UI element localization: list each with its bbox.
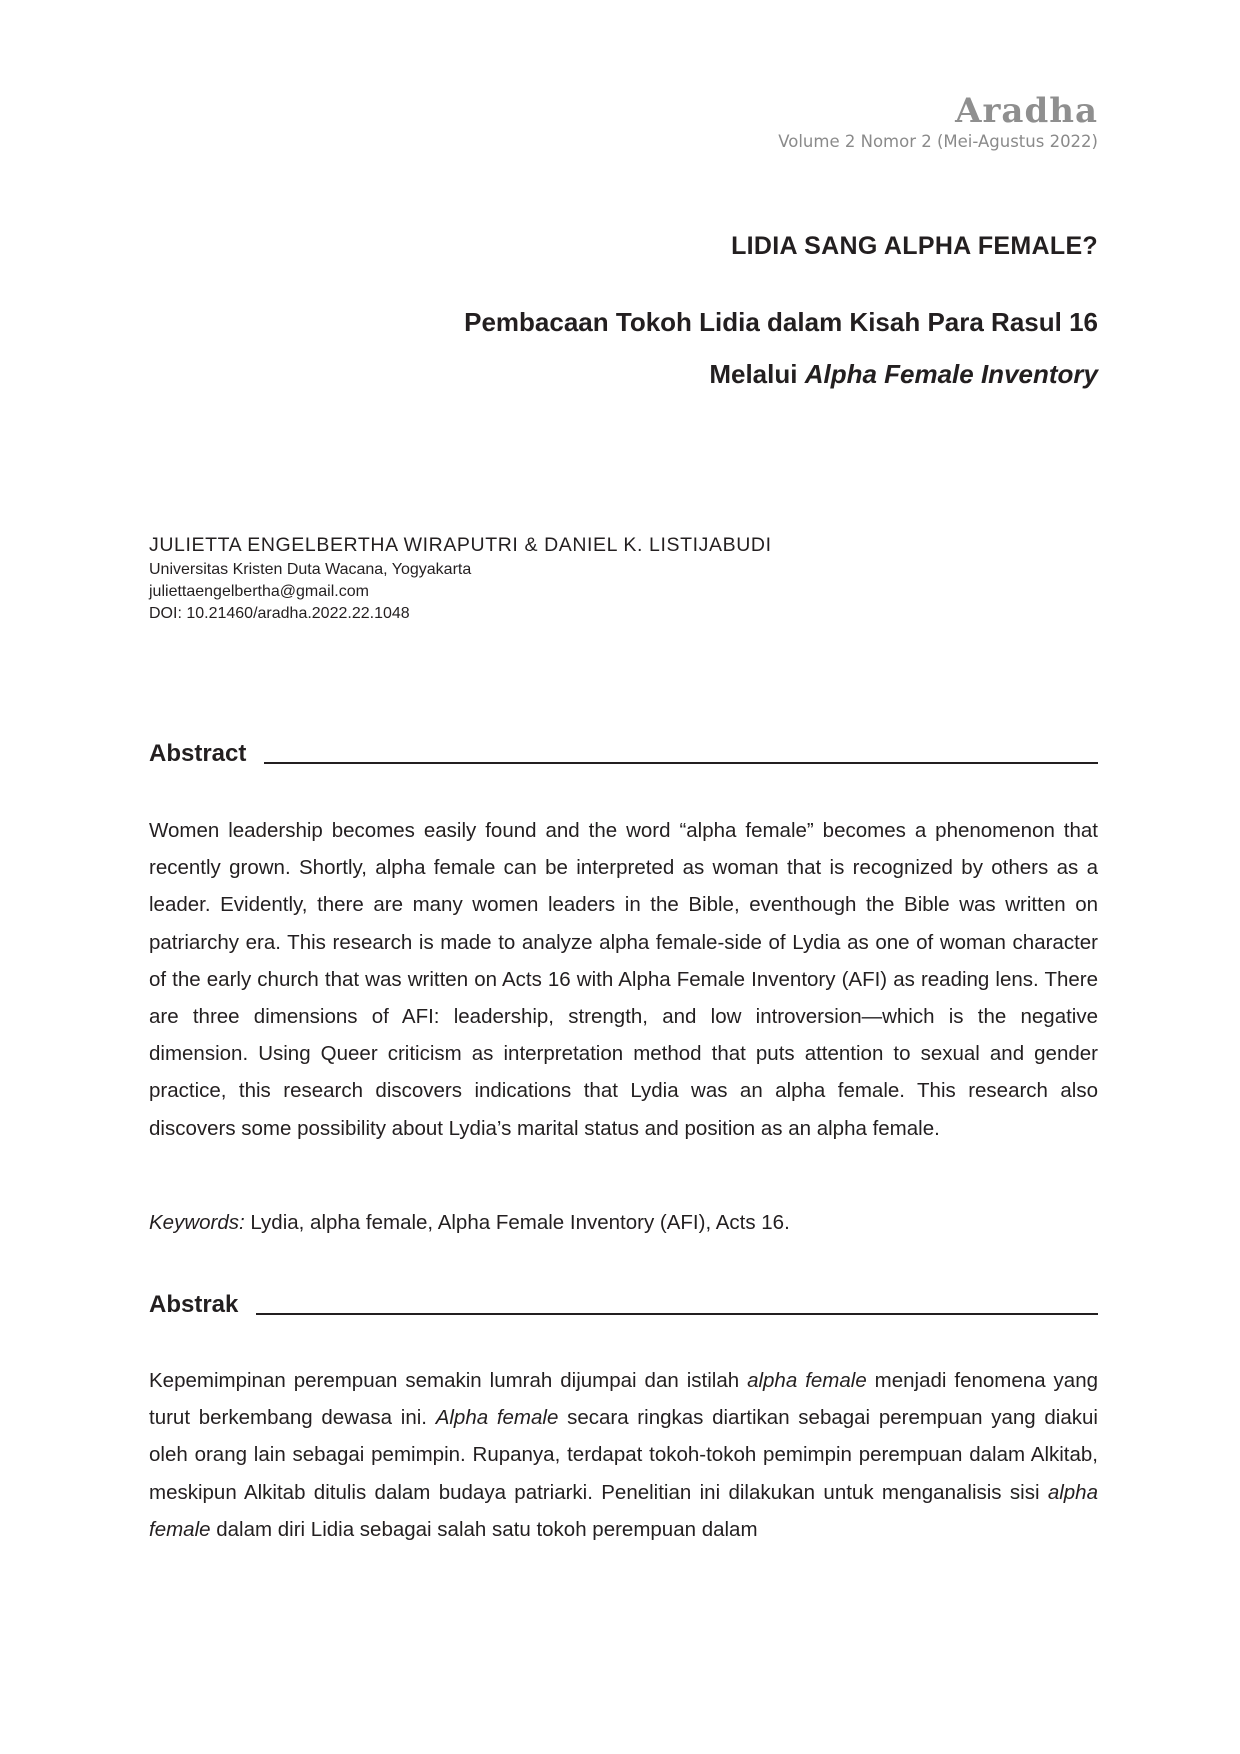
keywords-line: [149, 1204, 1098, 1241]
abstract-heading: [149, 740, 1098, 768]
abstrak-text-segment: menjadi fenomena yang turut berkembang dewasa ini.: [149, 1369, 1098, 1430]
author-names: JULIETTA ENGELBERTHA WIRAPUTRI & DANIEL K. LISTIJABUDI: [149, 534, 772, 556]
abstrak-paragraph: [149, 1362, 1098, 1548]
subtitle-line-2: [464, 348, 1098, 400]
abstrak-heading-label: Abstrak: [149, 1291, 239, 1318]
journal-header: [778, 92, 1098, 153]
abstrak-text-segment: Kepemimpinan perempuan semakin lumrah dijumpai dan istilah: [149, 1369, 748, 1392]
abstrak-text-segment: secara ringkas diartikan sebagai perempuan yang diakui oleh orang lain sebagai pemimpin. Rupanya, terdapat tokoh-tokoh pemimpin perempuan dalam Alkitab, meskipun Alkitab ditulis dalam budaya patriarki. Penelitian ini dilakukan untuk menganalisis sisi: [149, 1406, 1098, 1504]
article-title: LIDIA SANG ALPHA FEMALE?: [731, 232, 1098, 260]
journal-volume: Volume 2 Nomor 2 (Mei-Agustus 2022): [778, 132, 1098, 151]
subtitle-italic: Alpha Female Inventory: [804, 359, 1098, 389]
abstract-paragraph: Women leadership becomes easily found and the word “alpha female” becomes a phenomenon that recently grown. Shortly, alpha female can be interpreted as woman that is recognized by others as a leader. Evidently, there are many women leaders in the Bible, eventhough the Bible was written on patriarchy era. This research is made to analyze alpha female-side of Lydia as one of woman character of the early church that was written on Acts 16 with Alpha Female Inventory (AFI) as reading lens. There are three dimensions of AFI: leadership, strength, and low introversion—which is the negative dimension. Using Queer criticism as interpretation method that puts attention to sexual and gender practice, this research discovers indications that Lydia was an alpha female. This research also discovers some possibility about Lydia’s marital status and position as an alpha female.: [149, 819, 1098, 1140]
abstrak-heading-rule: [256, 1313, 1098, 1315]
subtitle-line-1: Pembacaan Tokoh Lidia dalam Kisah Para Rasul 16: [464, 307, 1098, 337]
abstrak-term: Alpha female: [435, 1406, 559, 1430]
abstrak-term: alpha female: [747, 1369, 867, 1392]
journal-logo: Aradha: [955, 91, 1098, 131]
keywords-label: Keywords:: [149, 1211, 245, 1234]
subtitle-prefix: Melalui: [709, 359, 805, 389]
article-subtitle: [464, 296, 1098, 400]
author-affiliation: Universitas Kristen Duta Wacana, Yogyakarta: [149, 561, 472, 578]
abstrak-heading: [149, 1291, 1098, 1319]
abstract-heading-rule: [264, 762, 1098, 764]
article-doi: DOI: 10.21460/aradha.2022.22.1048: [149, 605, 410, 622]
author-block: [149, 531, 772, 625]
abstrak-text-segment: dalam diri Lidia sebagai salah satu tokoh perempuan dalam: [210, 1517, 758, 1541]
keywords-list: Lydia, alpha female, Alpha Female Inventory (AFI), Acts 16.: [244, 1211, 790, 1234]
abstract-heading-label: Abstract: [149, 740, 247, 767]
abstrak-term: alpha female: [149, 1480, 1098, 1541]
author-email: juliettaengelbertha@gmail.com: [149, 583, 369, 600]
